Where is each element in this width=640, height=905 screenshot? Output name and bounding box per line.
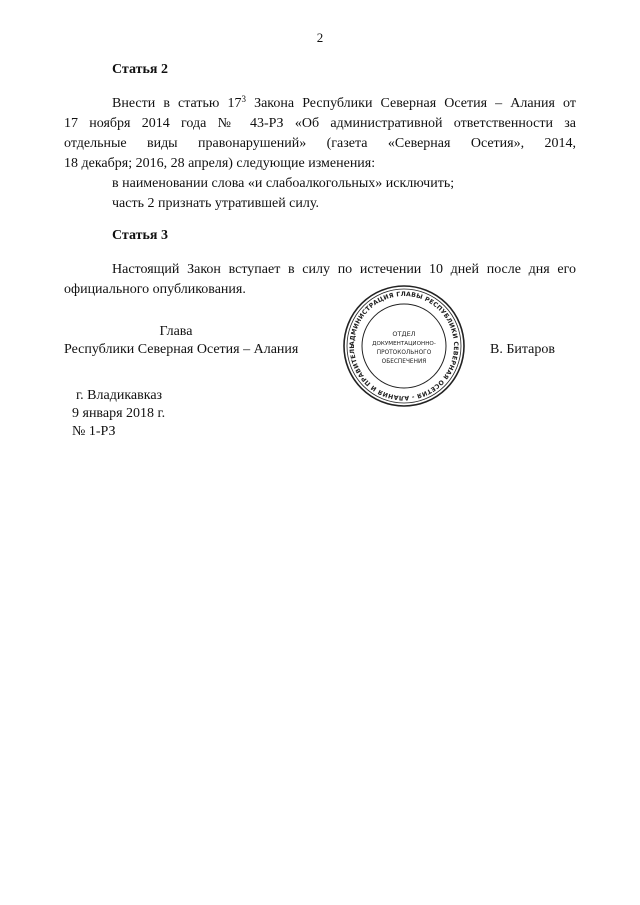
signature-title-line-2: Республики Северная Осетия – Алания	[64, 342, 299, 357]
signature-name: В. Битаров	[490, 342, 555, 357]
article-2-line-1	[112, 96, 576, 112]
seal-center-line-4: ОБЕСПЕЧЕНИЯ	[381, 359, 427, 365]
seal-center-line-2: ДОКУМЕНТАЦИОННО-	[372, 341, 436, 347]
article-3-heading: Статья 3	[112, 228, 168, 243]
footer-date: 9 января 2018 г.	[72, 406, 166, 421]
official-seal	[342, 284, 466, 408]
article-3-line-2: официального опубликования.	[64, 282, 246, 297]
article-2-heading: Статья 2	[112, 62, 168, 77]
article-2-line-3: отдельные виды правонарушений» (газета «Северная Осетия», 2014,	[64, 136, 576, 151]
article-2-line-2: 17 ноября 2014 года № 43-РЗ «Об административной ответственности за	[64, 116, 576, 131]
article-2-line-1-end: Закона Республики Северная Осетия – Алания от	[245, 96, 576, 111]
seal-outer-text: АДМИНИСТРАЦИЯ ГЛАВЫ РЕСПУБЛИКИ СЕВЕРНАЯ ОСЕТИЯ - АЛАНИЯ И ПРАВИТЕЛЬ	[348, 290, 460, 402]
article-number-superscript: 3	[241, 94, 246, 104]
seal-center-line-1: ОТДЕЛ	[392, 330, 416, 338]
article-3-line-1: Настоящий Закон вступает в силу по истечении 10 дней после дня его	[112, 262, 576, 277]
page-number: 2	[316, 30, 324, 45]
article-2-line-4: 18 декабря; 2016, 28 апреля) следующие изменения:	[64, 156, 376, 171]
seal-center-line-3: ПРОТОКОЛЬНОГО	[376, 350, 432, 356]
article-2-item-1: в наименовании слова «и слабоалкогольных» исключить;	[112, 176, 455, 191]
signature-title-line-1: Глава	[159, 324, 193, 339]
footer-city: г. Владикавказ	[76, 388, 163, 403]
footer-law-number: № 1-РЗ	[72, 424, 116, 439]
article-2-item-2: часть 2 признать утратившей силу.	[112, 196, 319, 211]
article-2-line-1-start: Внести в статью 17	[112, 96, 242, 111]
